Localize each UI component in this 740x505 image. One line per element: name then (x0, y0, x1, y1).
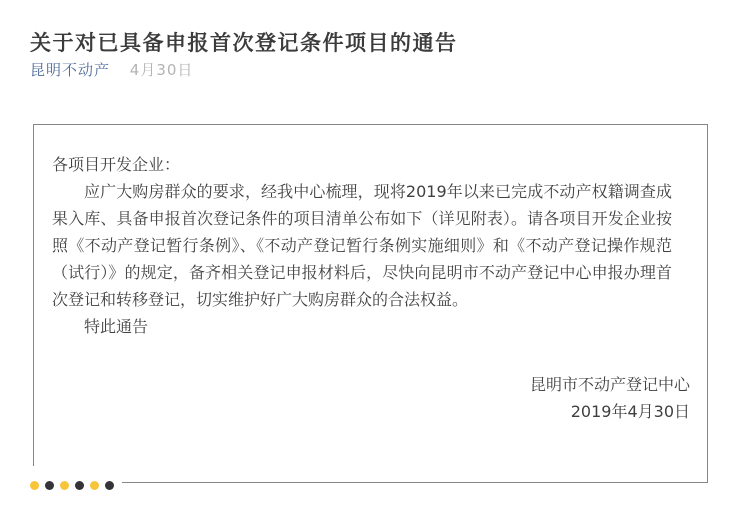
notice-body: 应广大购房群众的要求，经我中心梳理，现将2019年以来已完成不动产权籍调查成果入库、具备申报首次登记条件的项目清单公布如下（详见附表）。请各项目开发企业按照《不动产登记暂行条例》、《不动产登记暂行条例实施细则》和《不动产登记操作规范（试行）》的规定，备齐相关登记申报材料后，尽快向昆明市不动产登记中心申报办理首次登记和转移登记，切实维护好广大购房群众的合法权益。 (52, 182, 672, 309)
article-meta (30, 59, 193, 80)
dot (45, 481, 54, 490)
dot (30, 481, 39, 490)
dot (105, 481, 114, 490)
dot (90, 481, 99, 490)
signature-block (52, 371, 690, 425)
signature-date: 2019年4月30日 (570, 402, 690, 421)
dot (75, 481, 84, 490)
publish-date: 4月30日 (129, 61, 194, 79)
salutation: 各项目开发企业： (52, 155, 181, 174)
closing-line: 特此通告 (84, 317, 149, 336)
dot (60, 481, 69, 490)
article-title: 关于对已具备申报首次登记条件项目的通告 (30, 31, 458, 56)
signature: 昆明市不动产登记中心 (529, 375, 690, 394)
footer-dots (30, 481, 114, 490)
notice-box (33, 124, 708, 483)
source-name[interactable]: 昆明不动产 (30, 61, 111, 79)
